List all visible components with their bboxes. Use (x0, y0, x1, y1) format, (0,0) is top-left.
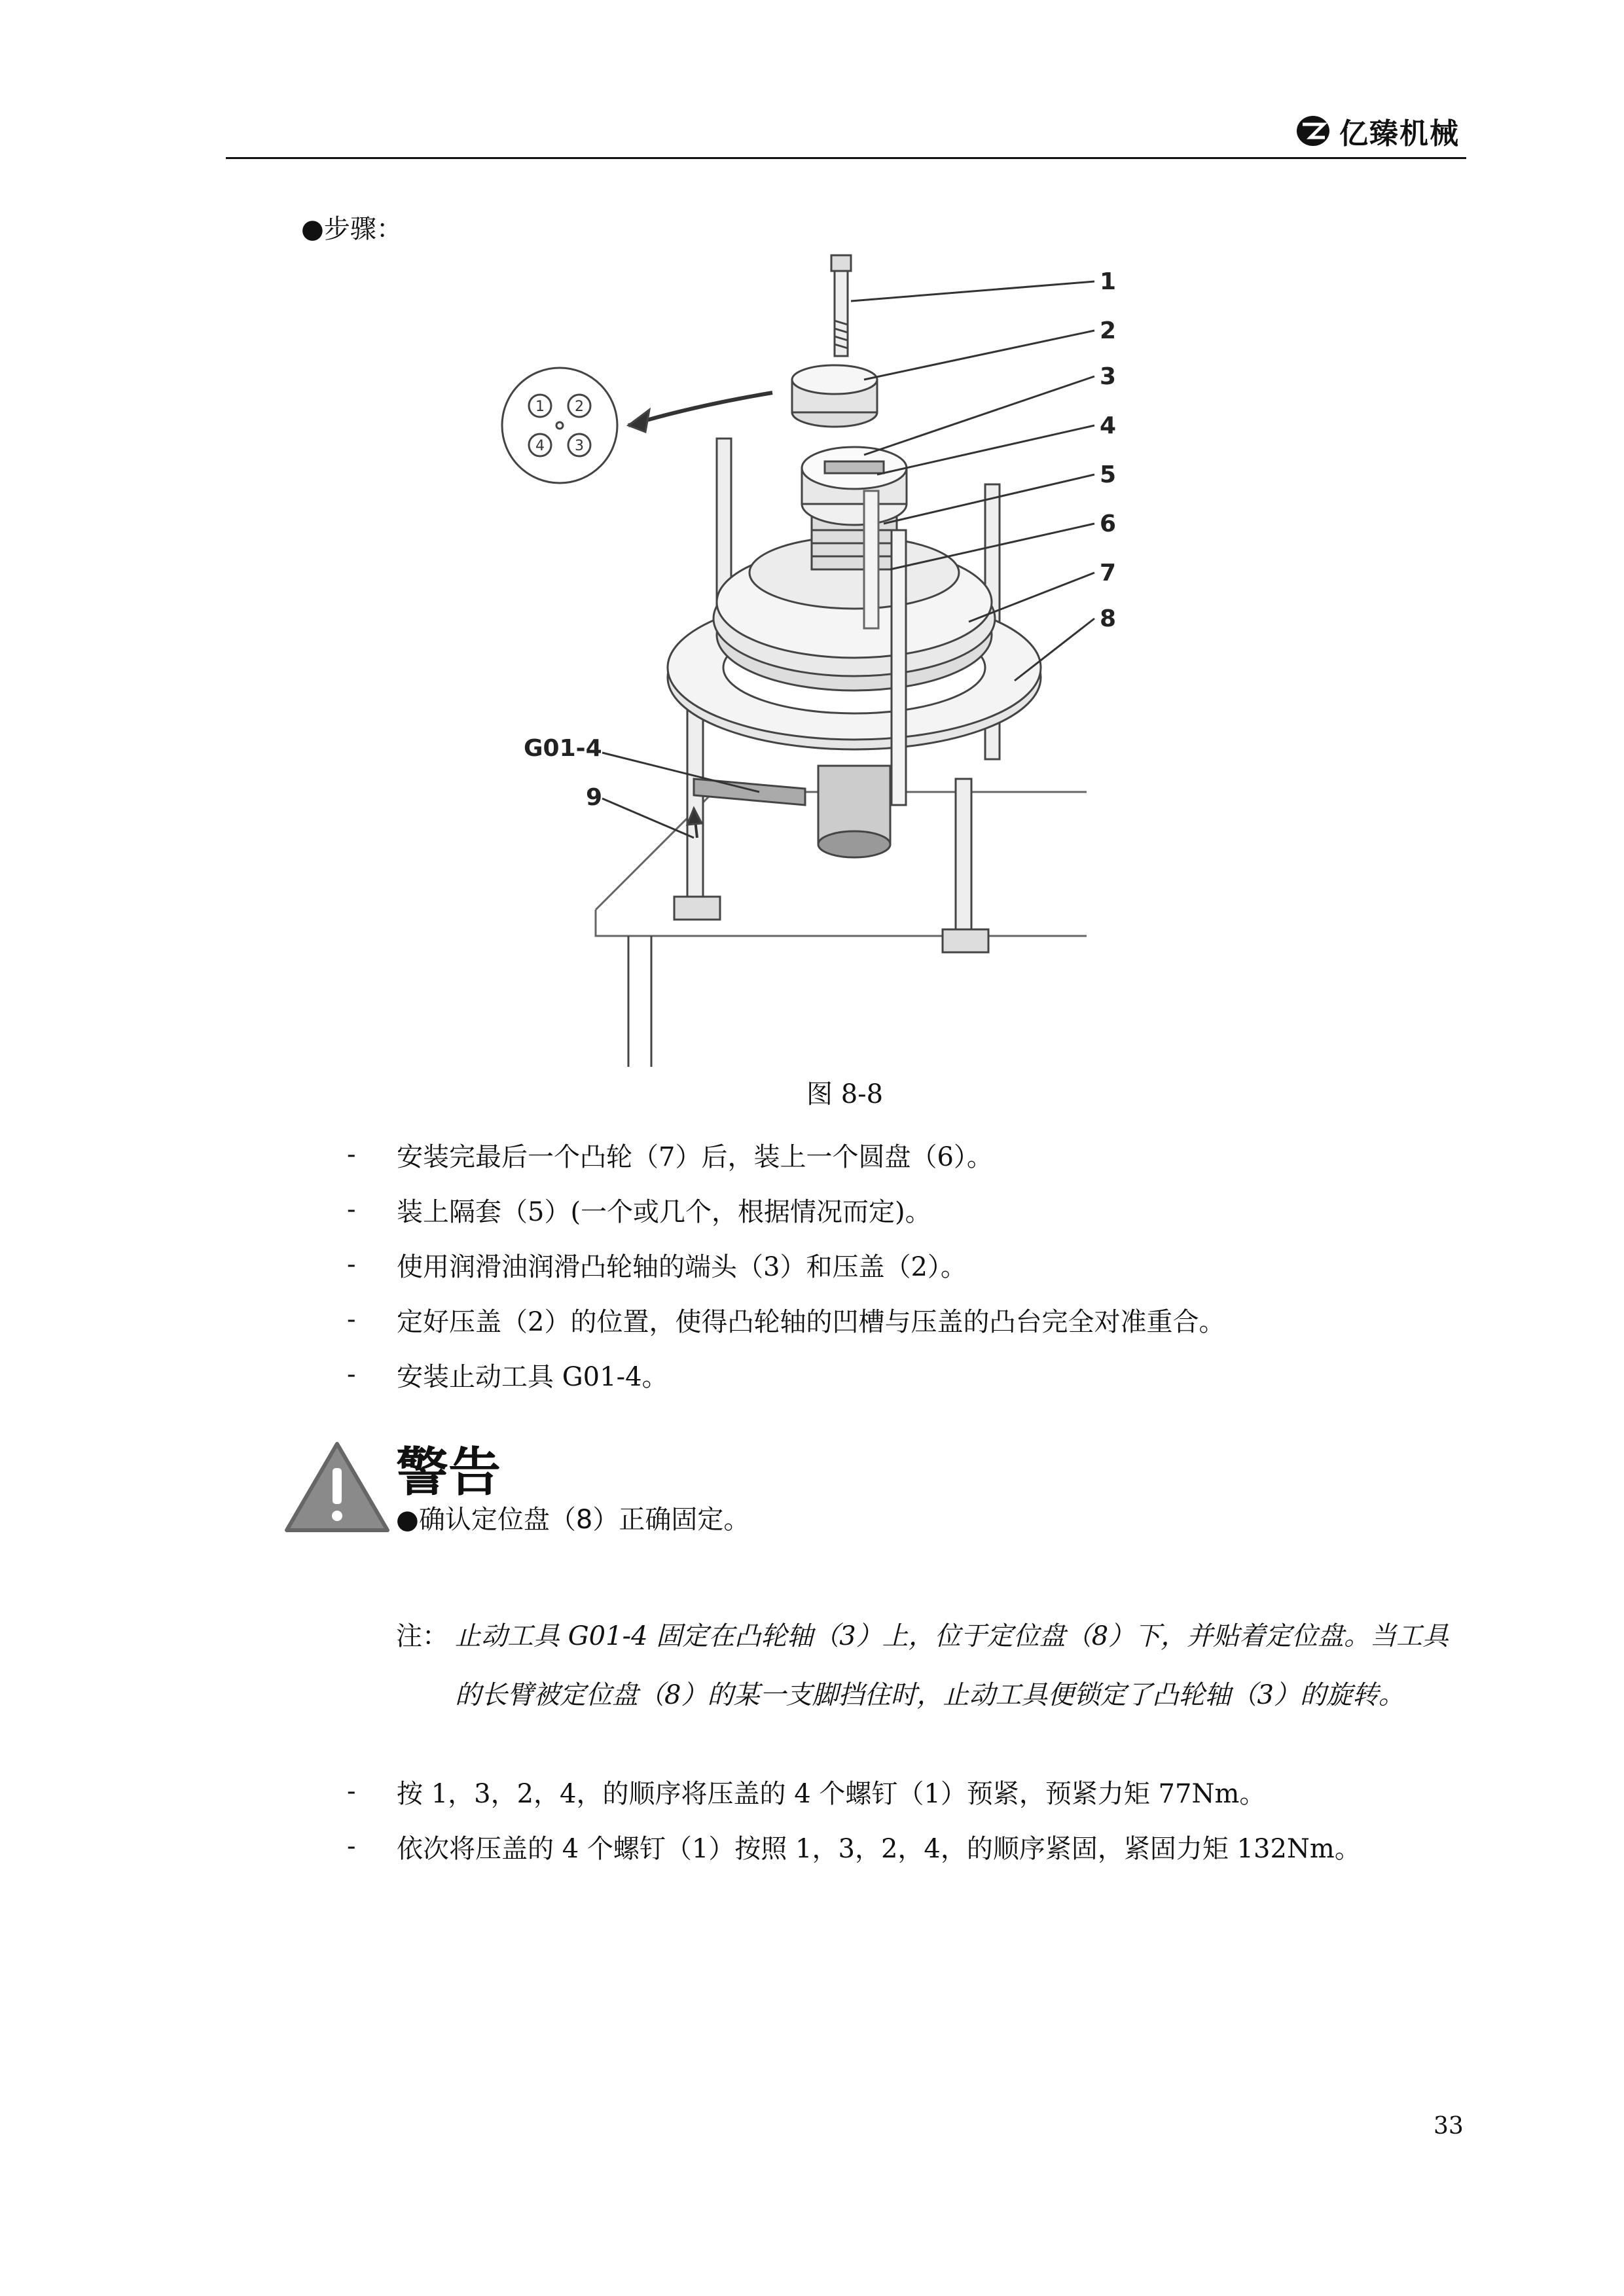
figure-label: 4 (1100, 412, 1117, 439)
step-text: 依次将压盖的 4 个螺钉（1）按照 1，3，2，4，的顺序紧固，紧固力矩 132Nm。 (397, 1833, 1361, 1864)
inset-number: 4 (535, 438, 545, 454)
list-item (347, 1292, 1499, 1347)
list-dash: - (347, 1139, 356, 1170)
figure-label: 7 (1100, 560, 1117, 586)
page-header (226, 105, 1466, 159)
list-item (347, 1764, 1499, 1819)
figure-label: 1 (1100, 268, 1117, 295)
step-text: 定好压盖（2）的位置，使得凸轮轴的凹槽与压盖的凸台完全对准重合。 (397, 1306, 1225, 1337)
list-item (347, 1237, 1499, 1292)
warning-block (281, 1433, 1492, 1590)
step-text: 安装完最后一个凸轮（7）后，装上一个圆盘（6）。 (397, 1141, 993, 1172)
inset-number: 2 (575, 399, 584, 415)
figure-label: 5 (1100, 461, 1117, 488)
warning-text: ●确认定位盘（8）正确固定。 (396, 1505, 750, 1535)
list-item (347, 1127, 1499, 1182)
figure-label: 8 (1100, 605, 1117, 632)
step-text: 装上隔套（5）(一个或几个，根据情况而定)。 (397, 1196, 931, 1227)
inset-number: 3 (575, 438, 584, 454)
figure-label: 2 (1100, 317, 1117, 344)
step-text: 安装止动工具 G01-4。 (397, 1361, 668, 1392)
brand (1296, 110, 1460, 152)
list-item (347, 1182, 1499, 1237)
brand-name: 亿臻机械 (1339, 117, 1460, 151)
figure-label: 6 (1100, 511, 1117, 537)
page-number: 33 (1434, 2113, 1464, 2140)
list-dash: - (347, 1249, 356, 1280)
assembly-figure (497, 216, 1152, 1067)
note-label: 注： (396, 1621, 448, 1651)
list-item (347, 1819, 1499, 1874)
warning-title: 警告 (396, 1442, 501, 1503)
note-text: 止动工具 G01-4 固定在凸轮轴（3）上，位于定位盘（8）下，并贴着定位盘。当工具的长臂被定位盘（8）的某一支脚挡住时，止动工具便锁定了凸轮轴（3）的旋转。 (455, 1621, 1449, 1710)
yz-logo-icon (1296, 114, 1330, 148)
list-dash: - (347, 1194, 356, 1225)
warning-triangle-icon (281, 1439, 393, 1537)
step-text: 按 1，3，2，4，的顺序将压盖的 4 个螺钉（1）预紧，预紧力矩 77Nm。 (397, 1778, 1266, 1809)
inset-number: 1 (535, 399, 545, 415)
step-text: 使用润滑油润滑凸轮轴的端头（3）和压盖（2）。 (397, 1251, 967, 1282)
steps-list-2 (347, 1764, 1499, 1874)
figure-label: 9 (586, 784, 603, 811)
list-dash: - (347, 1359, 356, 1390)
steps-list (347, 1127, 1499, 1402)
figure-label: G01-4 (524, 735, 602, 762)
list-item (347, 1347, 1499, 1402)
list-dash: - (347, 1831, 356, 1861)
list-dash: - (347, 1776, 356, 1806)
steps-heading: ●步骤： (301, 214, 403, 244)
figure-label: 3 (1100, 363, 1117, 390)
figure-caption: 图 8-8 (806, 1079, 884, 1109)
list-dash: - (347, 1304, 356, 1335)
